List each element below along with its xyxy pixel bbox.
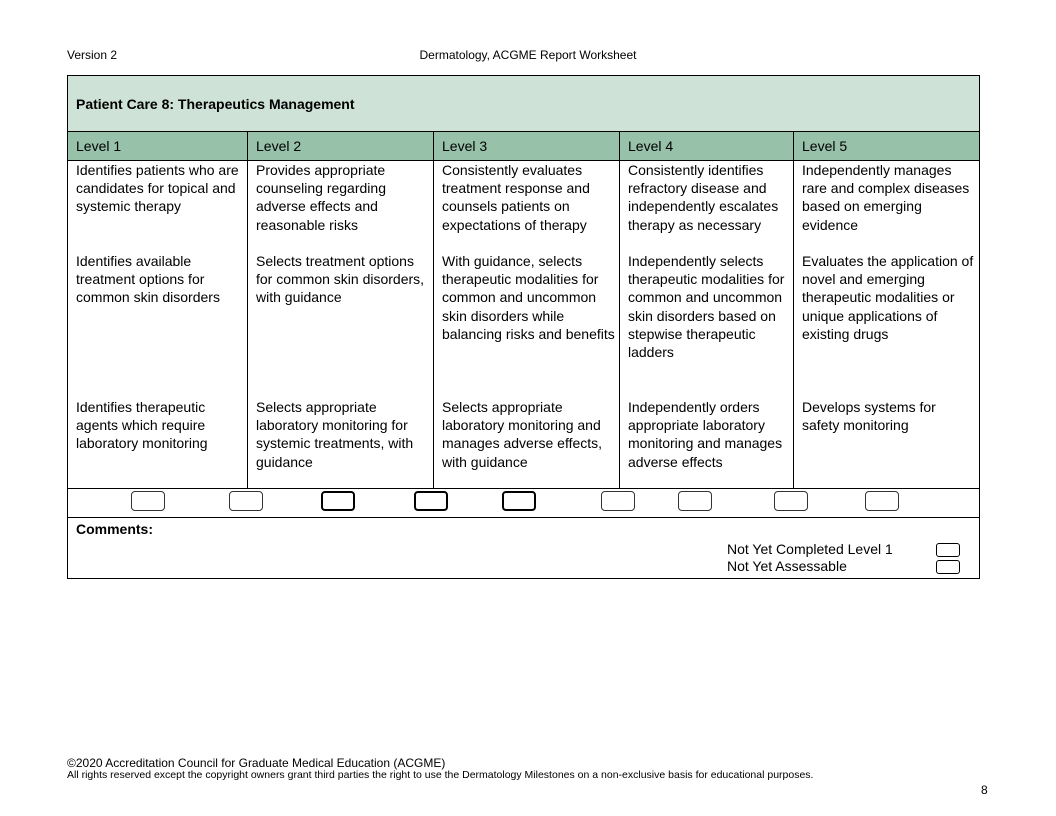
version-label: Version 2: [67, 48, 118, 62]
section-title: Patient Care 8: Therapeutics Management: [76, 96, 355, 112]
milestone-text: Selects treatment options for common skin disorders, with guidance: [256, 253, 425, 306]
rating-checkbox[interactable]: [321, 491, 355, 511]
level-1-column: [68, 161, 247, 488]
milestone-text: Identifies therapeutic agents which require laboratory monitoring: [76, 399, 208, 452]
comments-section: [68, 518, 979, 578]
milestone-text: Independently manages rare and complex diseases based on emerging evidence: [802, 162, 970, 233]
rating-checkbox[interactable]: [131, 491, 165, 511]
milestone-table: [67, 75, 980, 579]
page-number: 8: [981, 783, 988, 797]
worksheet-title: Dermatology, ACGME Report Worksheet: [419, 48, 637, 62]
rights-notice: All rights reserved except the copyright owners grant third parties the right to use the Dermatology Milestones on a non-exclusive basis for educational purposes.: [67, 769, 814, 781]
not-yet-completed-checkbox[interactable]: [936, 543, 960, 557]
milestone-body-row: [68, 161, 979, 489]
level-1-header: Level 1: [76, 138, 122, 154]
level-header-row: [68, 132, 979, 161]
milestone-text: Identifies patients who are candidates for topical and systemic therapy: [76, 162, 239, 215]
rating-checkbox[interactable]: [865, 491, 899, 511]
copyright-notice: ©2020 Accreditation Council for Graduate Medical Education (ACGME): [67, 756, 446, 770]
milestone-text: With guidance, selects therapeutic modalities for common and uncommon skin disorders while balancing risks and benefits: [442, 253, 615, 342]
level-2-column: [248, 161, 433, 488]
milestone-text: Develops systems for safety monitoring: [802, 399, 936, 434]
not-yet-assessable-checkbox[interactable]: [936, 560, 960, 574]
milestone-text: Provides appropriate counseling regarding adverse effects and reasonable risks: [256, 162, 386, 233]
rating-checkbox-row: [68, 489, 979, 518]
rating-checkbox[interactable]: [678, 491, 712, 511]
milestone-text: Independently selects therapeutic modalities for common and uncommon skin disorders based on stepwise therapeutic ladders: [628, 253, 785, 361]
rating-checkbox[interactable]: [229, 491, 263, 511]
level-4-header: Level 4: [628, 138, 674, 154]
rating-checkbox[interactable]: [774, 491, 808, 511]
milestone-text: Selects appropriate laboratory monitoring and manages adverse effects, with guidance: [442, 399, 603, 470]
milestone-text: Evaluates the application of novel and emerging therapeutic modalities or unique applications of existing drugs: [802, 253, 974, 342]
milestone-text: Selects appropriate laboratory monitoring for systemic treatments, with guidance: [256, 399, 414, 470]
milestone-text: Identifies available treatment options for common skin disorders: [76, 253, 220, 306]
not-yet-completed-label: Not Yet Completed Level 1: [727, 541, 893, 557]
milestone-text: Consistently evaluates treatment response and counsels patients on expectations of therapy: [442, 162, 590, 233]
milestone-text: Independently orders appropriate laboratory monitoring and manages adverse effects: [628, 399, 783, 470]
level-3-header: Level 3: [442, 138, 488, 154]
level-5-header: Level 5: [802, 138, 848, 154]
milestone-text: Consistently identifies refractory disease and independently escalates therapy as necessary: [628, 162, 779, 233]
level-2-header: Level 2: [256, 138, 302, 154]
section-title-bar: [68, 76, 979, 132]
level-4-column: [620, 161, 793, 488]
level-5-column: [794, 161, 979, 488]
comments-label: Comments:: [76, 521, 154, 537]
level-3-column: [434, 161, 619, 488]
rating-checkbox[interactable]: [414, 491, 448, 511]
rating-checkbox[interactable]: [502, 491, 536, 511]
not-yet-assessable-label: Not Yet Assessable: [727, 558, 847, 574]
rating-checkbox[interactable]: [601, 491, 635, 511]
